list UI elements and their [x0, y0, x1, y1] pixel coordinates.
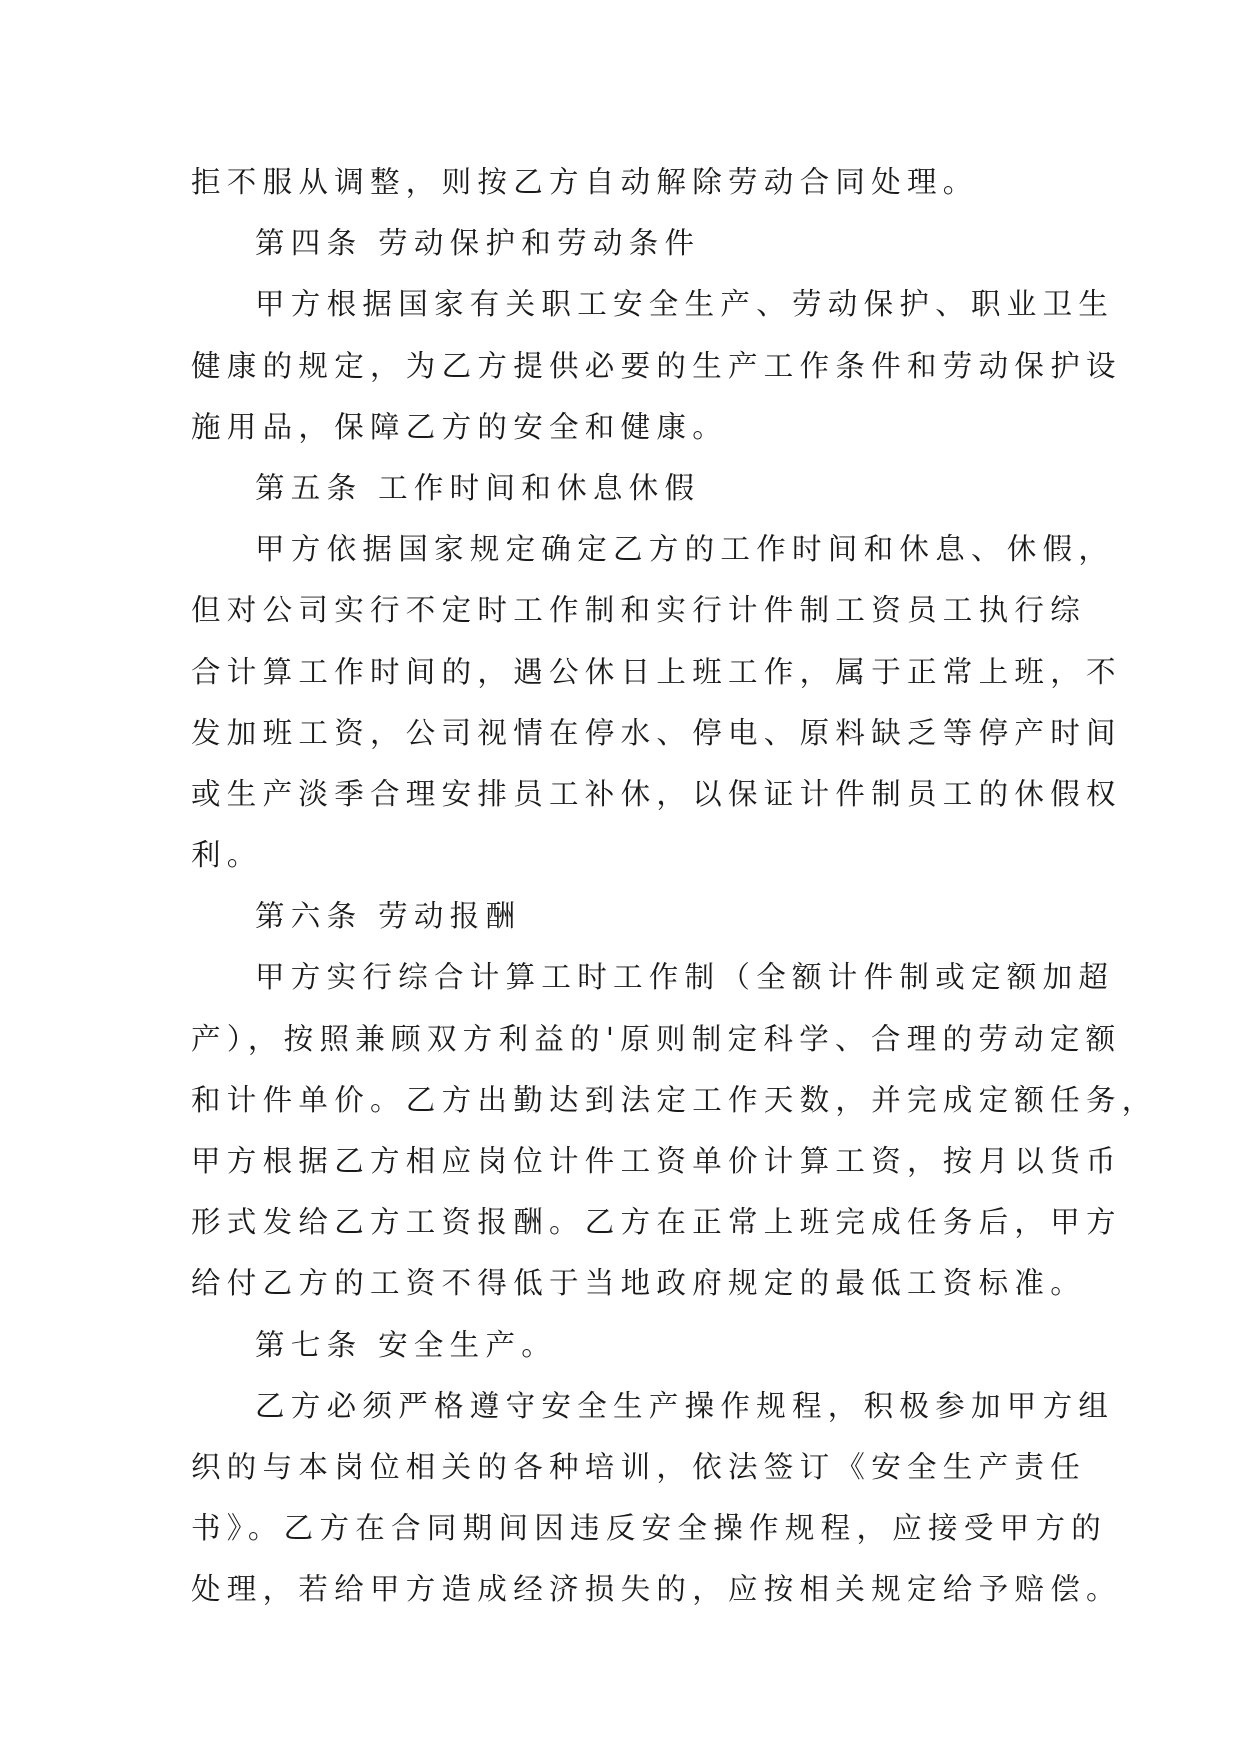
text-line-22: 织的与本岗位相关的各种培训，依法签订《安全生产责任	[191, 1449, 1087, 1484]
text-line-10: 发加班工资，公司视情在停水、停电、原料缺乏等停产时间	[191, 715, 1122, 750]
text-line-15: 产），按照兼顾双方利益的'原则制定科学、合理的劳动定额	[191, 1021, 1122, 1056]
text-line-18: 形式发给乙方工资报酬。乙方在正常上班完成任务后，甲方	[191, 1205, 1122, 1240]
document-body	[191, 152, 1158, 1621]
text-line-23: 书》。乙方在合同期间因违反安全操作规程，应接受甲方的	[191, 1511, 1108, 1546]
text-line-14: 甲方实行综合计算工时工作制（全额计件制或定额加超	[255, 960, 1115, 995]
section-heading-5: 第五条 工作时间和休息休假	[255, 470, 701, 505]
text-line-5: 施用品，保障乙方的安全和健康。	[191, 409, 729, 444]
section-heading-7: 第七条 安全生产。	[255, 1327, 558, 1362]
text-line-21: 乙方必须严格遵守安全生产操作规程，积极参加甲方组	[255, 1388, 1115, 1423]
text-line-7: 甲方依据国家规定确定乙方的工作时间和休息、休假，	[255, 532, 1115, 567]
text-line-24: 处理，若给甲方造成经济损失的，应按相关规定给予赔偿。	[191, 1572, 1122, 1607]
section-heading-6: 第六条 劳动报酬	[255, 899, 522, 934]
text-line-11: 或生产淡季合理安排员工补休，以保证计件制员工的休假权	[191, 776, 1122, 811]
text-line-8: 但对公司实行不定时工作制和实行计件制工资员工执行综	[191, 593, 1087, 628]
text-line-16: 和计件单价。乙方出勤达到法定工作天数，并完成定额任务，	[191, 1082, 1158, 1117]
text-line-19: 给付乙方的工资不得低于当地政府规定的最低工资标准。	[191, 1266, 1087, 1301]
text-line-1: 拒不服从调整，则按乙方自动解除劳动合同处理。	[191, 165, 979, 199]
text-line-12: 利。	[191, 838, 263, 873]
text-line-4: 健康的规定，为乙方提供必要的生产工作条件和劳动保护设	[191, 348, 1122, 383]
text-line-17: 甲方根据乙方相应岗位计件工资单价计算工资，按月以货币	[191, 1144, 1122, 1178]
text-line-9: 合计算工作时间的，遇公休日上班工作，属于正常上班，不	[191, 654, 1122, 689]
text-line-3: 甲方根据国家有关职工安全生产、劳动保护、职业卫生	[255, 287, 1115, 322]
section-heading-4: 第四条 劳动保护和劳动条件	[255, 226, 701, 261]
